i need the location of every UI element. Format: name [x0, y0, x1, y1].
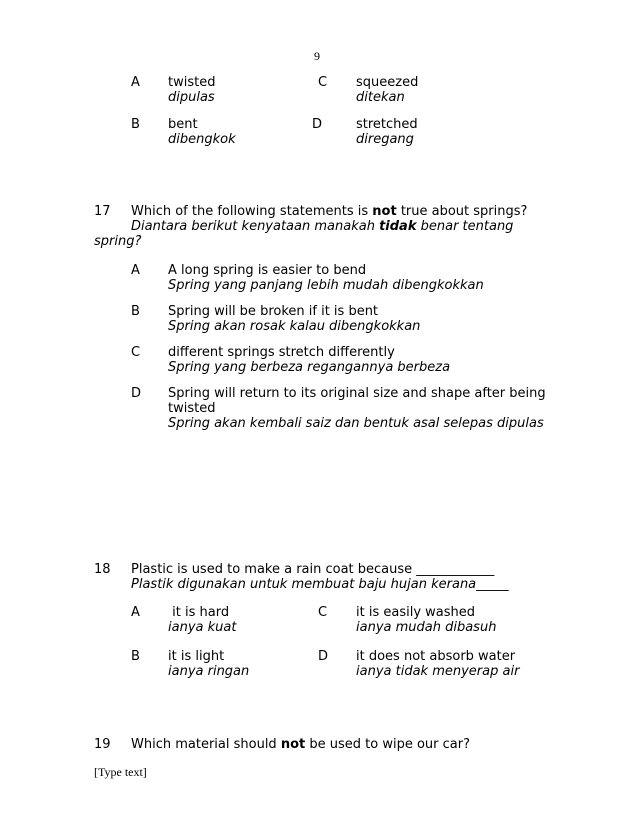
option-letter: D: [318, 649, 329, 664]
option-text-en: Spring will be broken if it is bent: [168, 304, 379, 319]
option-text-en: stretched: [356, 117, 418, 132]
option-letter: C: [318, 605, 328, 620]
option-text-en: A long spring is easier to bend: [168, 263, 367, 278]
option-text-ms: ditekan: [356, 90, 405, 105]
stem-text: be used to wipe our car?: [305, 737, 470, 752]
option-text-en: it is light: [168, 649, 225, 664]
stem-emphasis: not: [372, 204, 397, 219]
option-letter: D: [312, 117, 323, 132]
option-letter: A: [131, 605, 140, 620]
option-text-ms: Spring akan rosak kalau dibengkokkan: [168, 319, 421, 334]
option-text-en: it is hard: [168, 605, 230, 620]
option-text-ms: ianya ringan: [168, 664, 250, 679]
option-text-en-wrap: twisted: [168, 401, 216, 416]
option-letter: A: [131, 75, 140, 90]
question-number: 17: [94, 204, 111, 219]
question-stem-en: [131, 204, 527, 219]
option-text-en: squeezed: [356, 75, 419, 90]
stem-text: Which of the following statements is: [131, 204, 373, 219]
option-text-en: it is easily washed: [356, 605, 476, 620]
page-number: 9: [314, 49, 320, 63]
option-text-ms: Spring yang berbeza regangannya berbeza: [168, 360, 451, 375]
question-number: 19: [94, 737, 111, 752]
option-letter: B: [131, 117, 140, 132]
option-text-en: Spring will return to its original size and shape after being: [168, 386, 546, 401]
stem-emphasis: tidak: [379, 219, 417, 234]
stem-text: Which material should: [131, 737, 281, 752]
question-number: 18: [94, 562, 111, 577]
option-text-en: bent: [168, 117, 198, 132]
option-letter: C: [318, 75, 328, 90]
question-stem-ms: [131, 219, 513, 234]
option-text-ms: ianya kuat: [168, 620, 237, 635]
question-stem-en: [131, 737, 470, 752]
option-text-ms: Spring akan kembali saiz dan bentuk asal selepas dipulas: [168, 416, 544, 431]
stem-text: true about springs?: [396, 204, 528, 219]
stem-text: Diantara berikut kenyataan manakah: [131, 219, 380, 234]
option-text-ms: dibengkok: [168, 132, 236, 147]
option-text-ms: dipulas: [168, 90, 215, 105]
option-letter: A: [131, 263, 140, 278]
option-text-ms: ianya mudah dibasuh: [356, 620, 497, 635]
option-text-ms: Spring yang panjang lebih mudah dibengkokkan: [168, 278, 484, 293]
option-letter: C: [131, 345, 141, 360]
question-stem-ms-wrap: spring?: [94, 234, 142, 249]
option-letter: B: [131, 304, 140, 319]
option-letter: B: [131, 649, 140, 664]
question-stem-en: Plastic is used to make a rain coat because ____________: [131, 562, 495, 577]
stem-emphasis: not: [280, 737, 306, 752]
question-stem-ms: Plastik digunakan untuk membuat baju hujan kerana_____: [131, 577, 509, 592]
option-text-en: twisted: [168, 75, 216, 90]
stem-text: benar tentang: [416, 219, 514, 234]
option-text-en: different springs stretch differently: [168, 345, 395, 360]
option-text-ms: ianya tidak menyerap air: [356, 664, 520, 679]
footer-text: [Type text]: [94, 765, 147, 779]
option-letter: D: [131, 386, 142, 401]
option-text-en: it does not absorb water: [356, 649, 516, 664]
option-text-ms: diregang: [356, 132, 414, 147]
